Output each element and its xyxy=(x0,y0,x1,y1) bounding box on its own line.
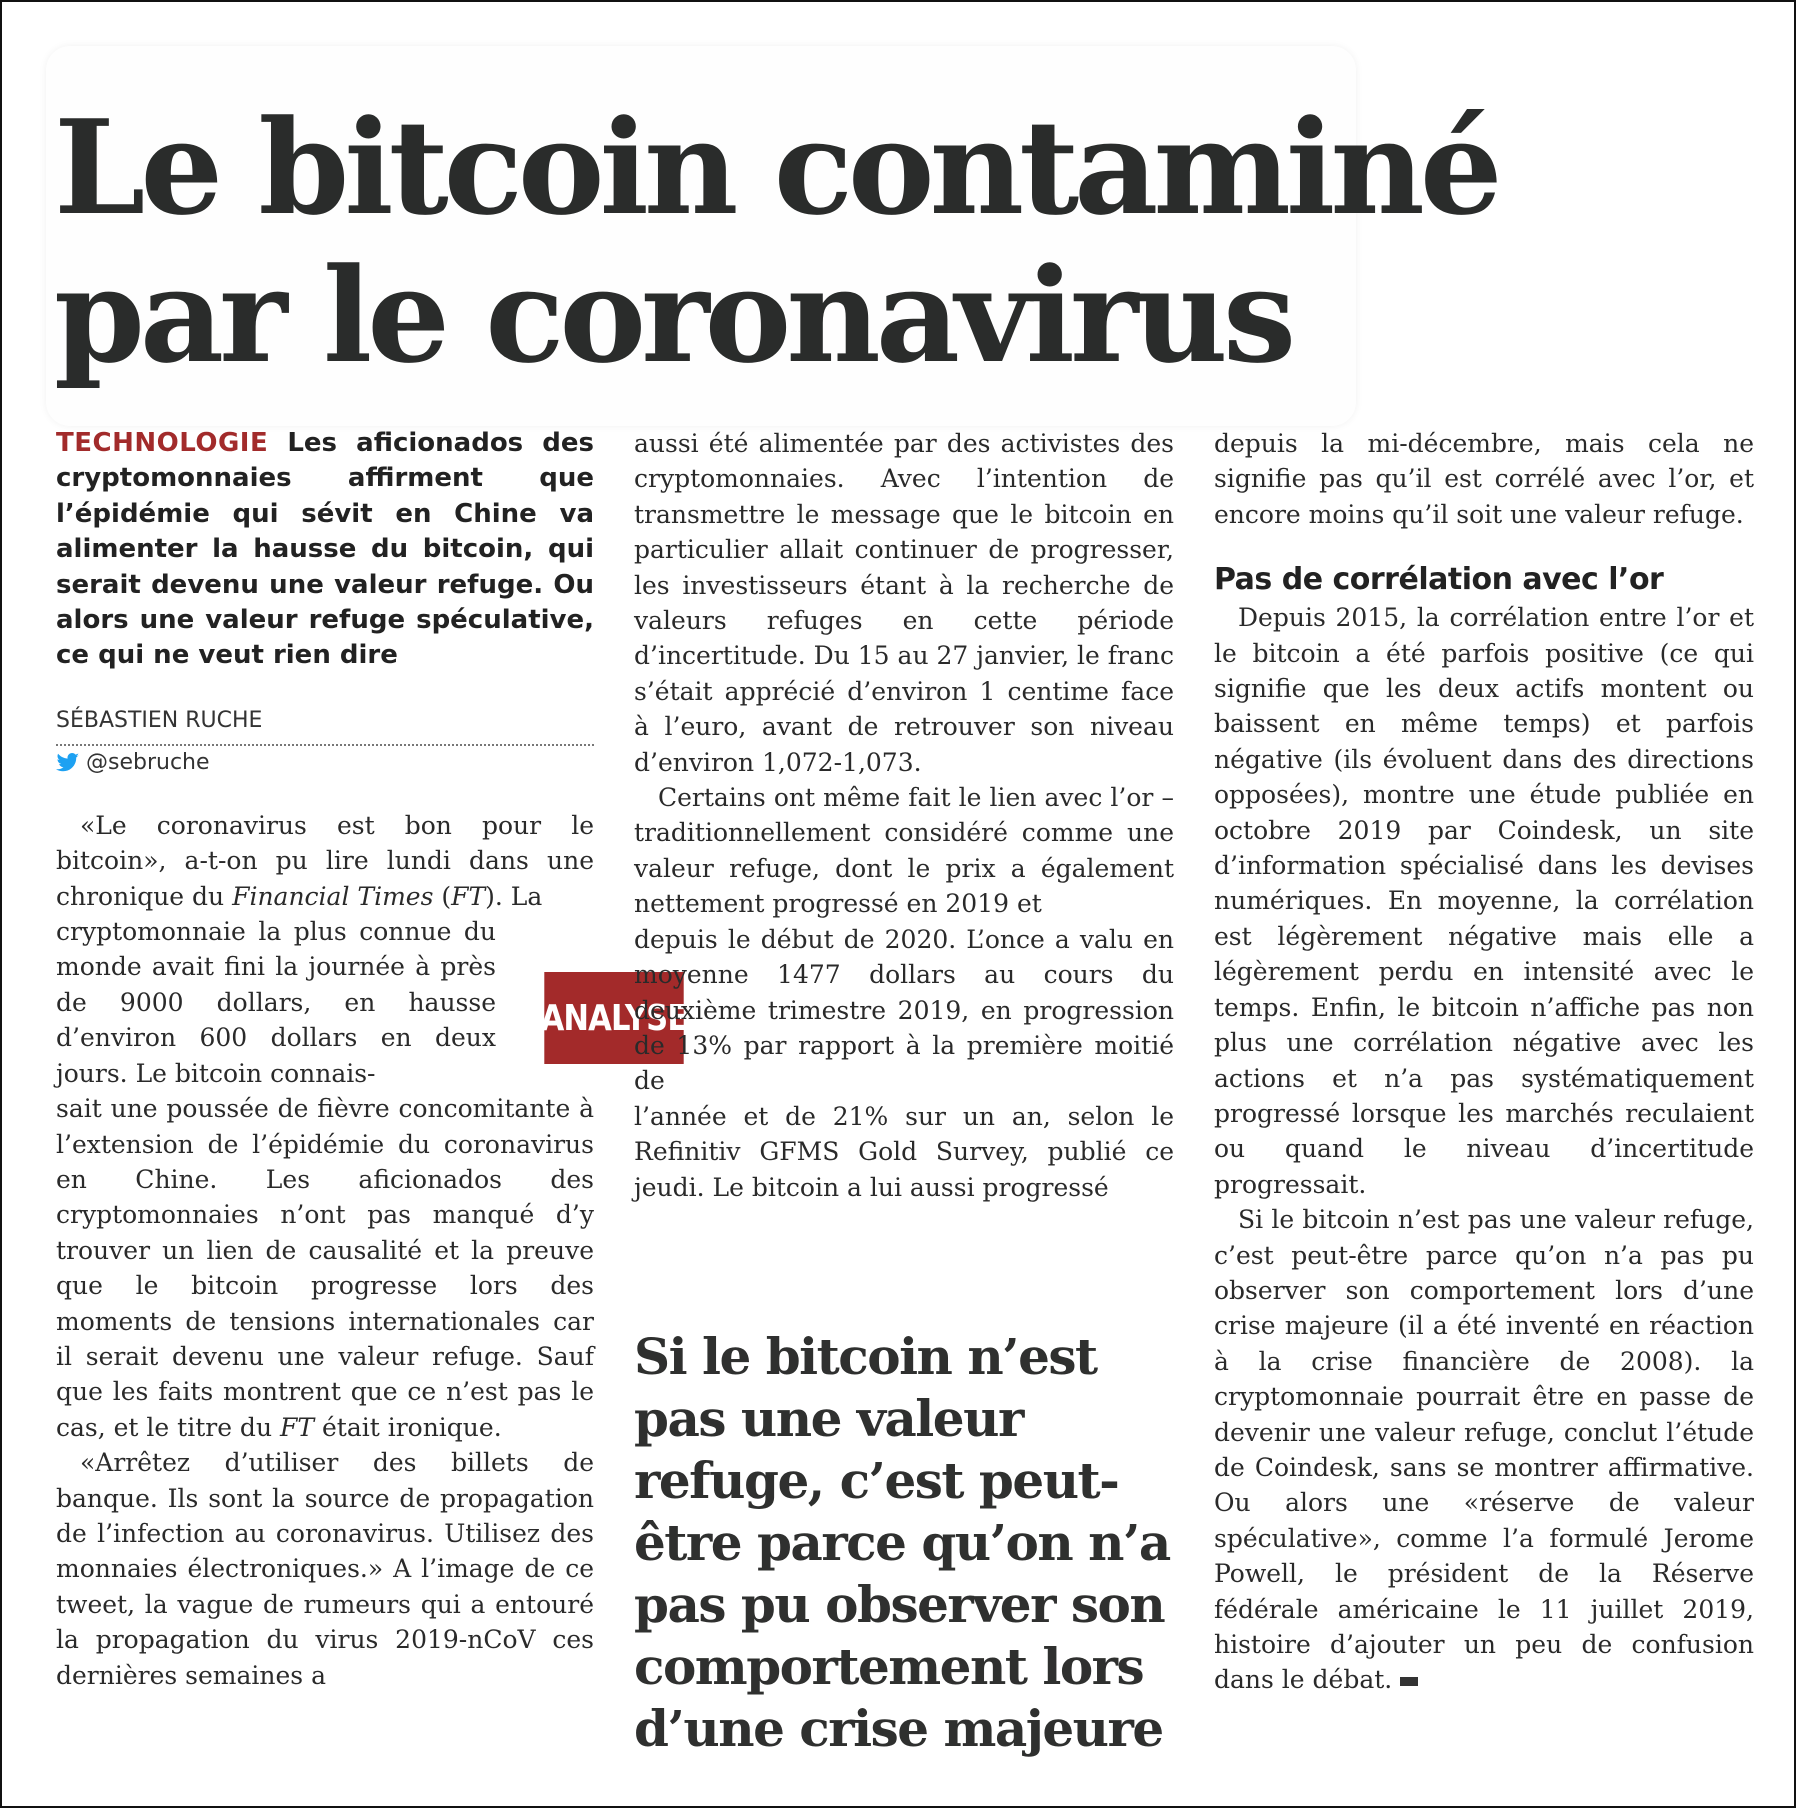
col1-paragraph-2: «Arrêtez d’utiliser des billets de banque. Ils sont la source de propagation de l’infection au coronavirus. Utilisez des monnaies électroniques.» A l’image de ce tweet, la vague de rumeurs qui a entouré la propagation du virus 2019-nCoV ces dernières semaines a xyxy=(56,1448,594,1690)
pull-quote: Si le bitcoin n’est pas une valeur refuge, c’est peut-être parce qu’on n’a pas pu observer son comportement lors d’une crise majeure xyxy=(634,1327,1170,1758)
text-run: sait une poussée de fièvre concomitante à l’extension de l’épidémie du coronavirus en Chine. Les aficionados des cryptomonnaies n’ont pas manqué d’y trouver un lien de causalité et la preuve que le bitcoin progresse lors des moments de tensions internationales car il serait devenu une valeur refuge. Sauf que les faits montrent que ce n’est pas le cas, et le titre du xyxy=(56,1094,594,1442)
headline-line-2: par le coronavirus xyxy=(54,239,1292,392)
analyse-wrap-zone xyxy=(56,914,594,1091)
twitter-handle-row[interactable] xyxy=(56,746,594,780)
author-name: SÉBASTIEN RUCHE xyxy=(56,704,594,746)
lede-text: Les aficionados des cryptomonnaies affirment que l’épidémie qui sévit en Chine va alimenter la hausse du bitcoin, qui serait devenu une valeur refuge. Ou alors une valeur refuge spéculative, ce qui ne veut rien dire xyxy=(56,428,594,671)
byline xyxy=(56,704,594,780)
column-1 xyxy=(56,426,594,1693)
headline-line-1: Le bitcoin contaminé xyxy=(54,91,1498,244)
twitter-bird-icon xyxy=(56,753,80,773)
text-run-italic: FT xyxy=(451,881,486,911)
text-run: «Le coronavirus est bon pour le bitcoin», a-t-on pu lire lundi dans une chronique du xyxy=(56,810,594,911)
col2-paragraph-2-top: Certains ont même fait le lien avec l’or – traditionnellement considéré comme une valeur refuge, dont le prix a également nettement progressé en 2019 et xyxy=(634,783,1174,919)
text-run-italic: Financial Times xyxy=(232,881,434,911)
col1-paragraph-1-wrap: cryptomonnaie la plus connue du monde avait fini la journée à près de 9000 dollars, en hausse d’environ 600 dollars en deux jours. Le bitcoin connais- xyxy=(56,917,496,1088)
col3-paragraph-1: depuis la mi-décembre, mais cela ne signifie pas qu’il est corrélé avec l’or, et encore moins qu’il soit une valeur refuge. xyxy=(1214,429,1754,529)
headline xyxy=(54,91,1498,392)
section-kicker: TECHNOLOGIE xyxy=(56,428,269,458)
col3-paragraph-2: Depuis 2015, la corrélation entre l’or et le bitcoin a été parfois positive (ce qui signifie que les deux actifs montent ou baissent en même temps) et parfois négative (ils évoluent dans des directions opposées), montre une étude publiée en octobre 2019 par Coindesk, un site d’information spécialisé dans les devises numériques. En moyenne, la corrélation est légèrement négative mais elle a légèrement perdu en intensité avec le temps. Enfin, le bitcoin n’affiche pas non plus une corrélation négative avec les actions et n’a pas systématiquement progressé lorsque les marchés reculaient ou quand le niveau d’incertitude progressait. xyxy=(1214,603,1754,1199)
col2-paragraph-2-rest: l’année et de 21% sur un an, selon le Refinitiv GFMS Gold Survey, publié ce jeudi. Le bitcoin a lui aussi progressé xyxy=(634,1101,1174,1202)
col3-paragraph-3 xyxy=(1214,1202,1754,1698)
twitter-handle: @sebruche xyxy=(86,749,210,775)
text-run-italic: FT xyxy=(280,1412,315,1442)
subheading: Pas de corrélation avec l’or xyxy=(1214,562,1664,598)
col1-paragraph-1-rest xyxy=(56,1091,594,1445)
end-of-article-mark xyxy=(1400,1677,1418,1686)
column-2 xyxy=(634,426,1174,1205)
col1-paragraph-1-top xyxy=(56,808,594,914)
text-run: était ironique. xyxy=(314,1412,502,1442)
text-run: Si le bitcoin n’est pas une valeur refuge, c’est peut-être parce qu’on n’a pas pu observer son comportement lors d’une crise majeure (il a été inventé en réaction à la crise financière de 2008). la cryptomonnaie pourrait être en passe de devenir une valeur refuge, conclut l’étude de Coindesk, sans se montrer affirmative. Ou alors une «réserve de valeur spéculative», comme l’a formulé Jerome Powell, le président de la Réserve fédérale américaine le 11 juillet 2019, histoire d’ajouter un peu de confusion dans le débat. xyxy=(1214,1205,1754,1695)
text-run: ( xyxy=(433,881,452,911)
analyse-badge: ANALYSE xyxy=(544,972,683,1064)
col2-paragraph-1: aussi été alimentée par des activistes des cryptomonnaies. Avec l’intention de transmettre le message que le bitcoin en particulier allait continuer de progresser, les investisseurs étant à la recherche de valeurs refuges en cette période d’incertitude. Du 15 au 27 janvier, le franc s’était apprécié d’environ 1 centime face à l’euro, avant de retrouver son niveau d’environ 1,072-1,073. xyxy=(634,429,1174,777)
col2-paragraph-2-wrap: depuis le début de 2020. L’once a valu en moyenne 1477 dollars au cours du deuxième trimestre 2019, en progression de 13% par rapport à la première moitié de xyxy=(634,924,1174,1096)
text-run: ). La xyxy=(485,881,543,911)
lede xyxy=(56,426,594,674)
column-3 xyxy=(1214,426,1754,1698)
